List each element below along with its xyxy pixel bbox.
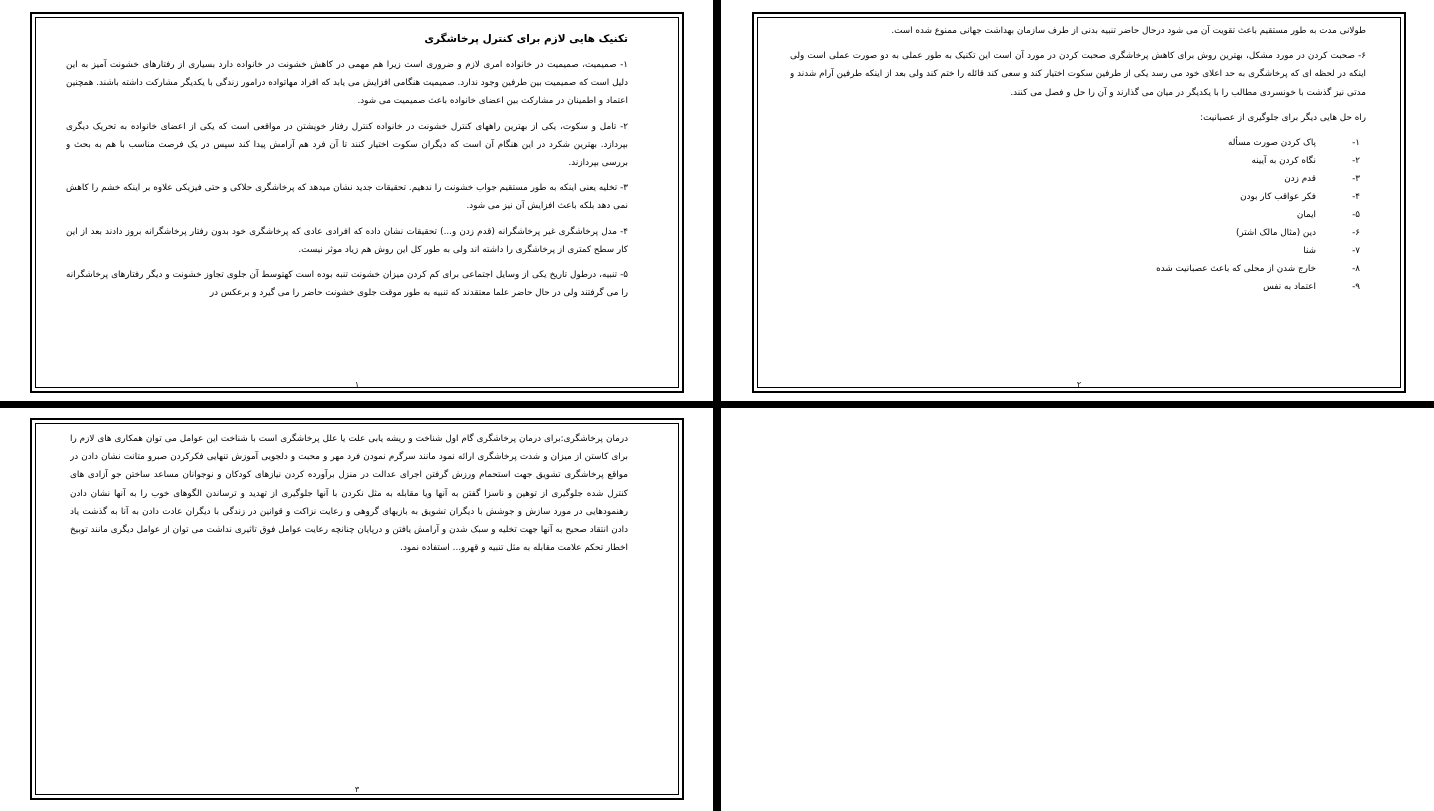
paragraph-release: ۳- تخلیه یعنی اینکه به طور مستقیم جواب خشونت را ندهیم. تحقیقات جدید نشان میدهد که پرخاشگری حلاکی و حتی فیزیکی علاوه بر اینکه خشم را کاهش نمی دهد بلکه باعث افزایش آن نیز می شود.: [66, 183, 628, 212]
list-intro: راه حل هایی دیگر برای جلوگیری از عصبانیت:: [1200, 112, 1366, 123]
page-number: ۱: [354, 380, 360, 389]
list-item-number: ۴-: [1352, 192, 1360, 203]
page-2-content: [790, 22, 1366, 371]
page-2: [752, 12, 1406, 393]
list-item: [790, 224, 1362, 242]
list-item: [790, 206, 1362, 224]
paragraph-silence: ۲- تامل و سکوت، یکی از بهترین راههای کنترل خشونت در خانواده کنترل رفتار خویشتن در مواقعی است که یکی از اعضای خانواده به تحریک دیگری بپردازد. بهترین شکرد در این هنگام آن است که دیگران سکوت اختیار کنند تا آن فرد هم آرامش پیدا کند سپس در یک فرصت مناسب با هم به بحث و بررسی بپردازند.: [66, 121, 628, 169]
list-item-number: ۱-: [1352, 138, 1360, 149]
paragraph-treatment: درمان پرخاشگری:برای درمان پرخاشگری گام اول شناخت و ریشه یابی علت یا علل پرخاشگری است با شناخت این عوامل می توان همکاری های لازم را برای کاستن از میزان و شدت پرخاشگری ارائه نمود مانند سرگرم نمودن فرد مهر و محبت و دلجویی آموزش تنهایی فکرکردن صبرو متانت نشان دادن در مواقع پرخاشگری تشویق جهت استحمام ورزش گرفتن اجرای عدالت در منزل برآورده کردن نیازهای کودکان و نوجوانان مساعد ساختن جو آزادی های کنترل شده جلوگیری از توهین و ناسزا گفتن به آنها ویا مقابله به مثل نکردن با آنها جلوگیری از تهدید و ترساندن الگوهای خوب را به آنها نشان دادن رهنمودهایی در مورد سازش و جوشش با دیگران تشویق به بازیهای گروهی و رعایت نزاکت و قوانین در زندگی با دیگران عادت دادن به آنا به گذشت یاد دادن انتقاد صحیح به آنها جهت تخلیه و سبک شدن و آرامش یافتن و درپایان چنانچه رعایت عوامل فوق تاثیری نداشت می توان از عوامل دیگری مانند توبیخ اخطار تحکم علامت مقابله به مثل تنبیه و قهرو... استفاده نمود.: [70, 434, 628, 554]
list-item-text: خارج شدن از محلی که باعث عصبانیت شده: [1156, 264, 1316, 275]
list-item-text: فکر عواقب کار بودن: [1240, 192, 1316, 203]
list-item: [790, 134, 1362, 152]
paragraph-model: ۴- مدل پرخاشگری غیر پرخاشگرانه (قدم زدن و...) تحقیقات نشان داده که افرادی عادی که پرخاشگری خود بدون رفتار پرخاشگرانه بروز دادند بعد از این کار سطح کمتری از پرخاشگری را داشته اند ولی به طور کل این روش هم زیاد موثر نیست.: [66, 226, 628, 255]
list-item-number: ۷-: [1352, 246, 1360, 257]
list-item-number: ۶-: [1352, 228, 1360, 239]
page-1-content: [66, 30, 628, 377]
list-item: [790, 242, 1362, 260]
list-item-number: ۵-: [1352, 210, 1360, 221]
list-item-text: پاک کردن صورت مسأله: [1228, 138, 1316, 149]
list-item: [790, 188, 1362, 206]
list-item-text: دین (مثال مالک اشتر): [1235, 228, 1316, 239]
list-item-number: ۹-: [1352, 282, 1360, 293]
page-1: [30, 12, 684, 393]
paragraph-punishment: ۵- تنبیه، درطول تاریخ یکی از وسایل اجتماعی برای کم کردن میزان خشونت تنبه بوده است کهتوسط آن جلوی تجاوز خشونت و دیگر رفتارهای پرخاشگرانه را می گرفتند ولی در حال حاضر علما معتقدند که تنبیه به طور موقت جلوی خشونت حاضر را می گیرد و برعکس در: [66, 270, 628, 299]
paragraph-continuation: طولانی مدت به طور مستقیم باعث تقویت آن می شود درحال حاضر تنبیه بدنی از طرف سازمان بهداشت جهانی ممنوع شده است.: [891, 26, 1366, 36]
list-item-text: اعتماد به نفس: [1263, 282, 1316, 293]
page-heading: تکنیک هایی لازم برای کنترل پرخاشگری: [424, 33, 628, 45]
list-item-text: شنا: [1303, 246, 1316, 257]
paragraph-intimacy: ۱- صمیمیت، صمیمیت در خانواده امری لازم و ضروری است زیرا هم مهمی در کاهش خشونت در خانواده دارد بسیاری از رفتارهای خشونت آمیز به این دلیل است که صمیمیت بین طرفین وجود ندارد. صمیمیت هنگامی افزایش می یابد که افراد مهاتواده درامور زندگی با یکدیگر مشارکت داشته باشند. همچنین اعتماد و اطمینان در مشارکت بین اعضای خانواده باعث صمیمیت می شود.: [66, 60, 628, 107]
list-item-text: ایمان: [1296, 210, 1316, 221]
list-item: [790, 278, 1362, 296]
page-number: ۲: [1076, 380, 1082, 389]
list-item: [790, 260, 1362, 278]
list-item-text: قدم زدن: [1284, 174, 1316, 185]
list-item-number: ۳-: [1352, 174, 1360, 185]
list-item-number: ۸-: [1352, 264, 1360, 275]
horizontal-divider: [0, 401, 1434, 408]
page-number: ۳: [354, 785, 360, 794]
list-item-number: ۲-: [1352, 156, 1360, 167]
solutions-list: [790, 134, 1362, 296]
page-3: [30, 418, 684, 800]
list-item: [790, 170, 1362, 188]
page-3-content: [70, 430, 628, 778]
list-item-text: نگاه کردن به آیینه: [1251, 156, 1316, 167]
list-item: [790, 152, 1362, 170]
paragraph-talking: ۶- صحبت کردن در مورد مشکل، بهترین روش برای کاهش پرخاشگری صحبت کردن در مورد آن است این تکنیک به طور عملی به دو صورت عملی است ولی اینکه در لحظه ای که پرخاشگری به حد اعلای خود می رسد یکی از طرفین سکوت اختیار کند و سعی کند قائله را ختم کند ولی بعد از اینکه طرفین آرام شدند و مدتی نیز گذشت با خونسردی مطالب را با یکدیگر در میان می گذارند و آن را حل و فصل می کنند.: [790, 51, 1366, 98]
